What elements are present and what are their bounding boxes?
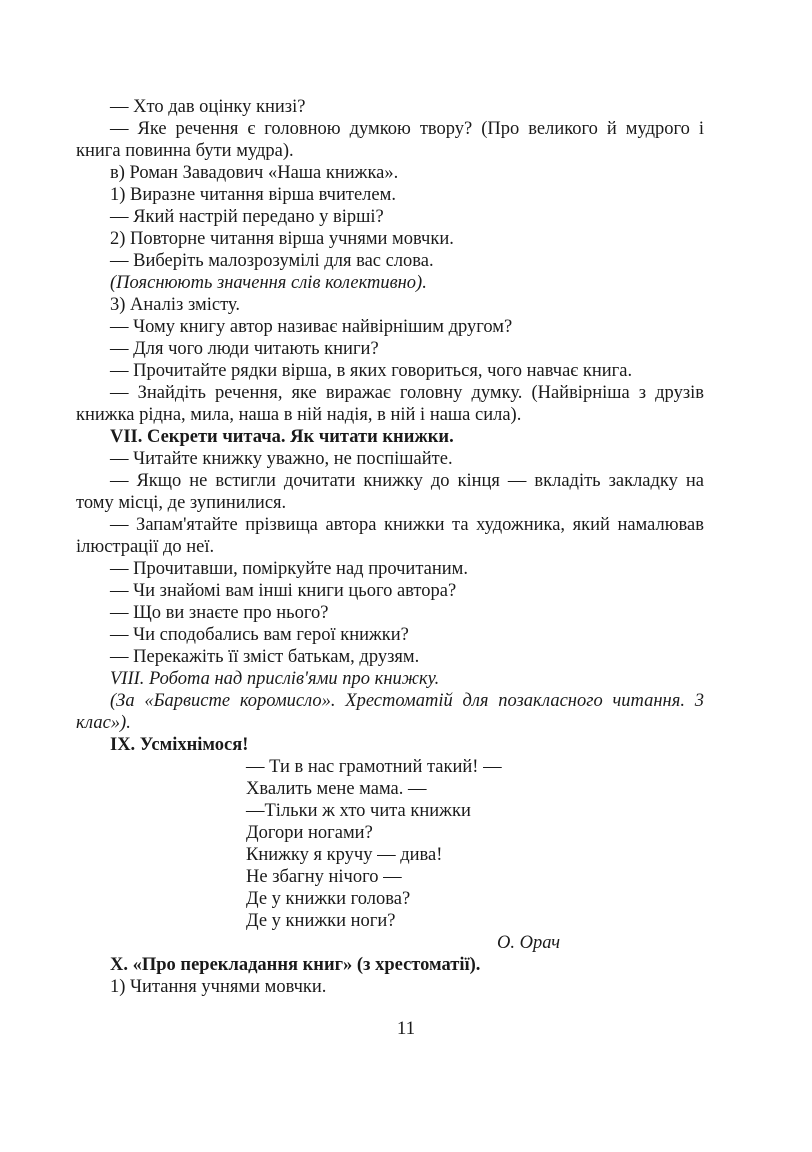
poem-line: Де у книжки голова? (246, 889, 411, 909)
poem-line: — Ти в нас грамотний такий! — (246, 757, 502, 777)
source-citation: (За «Барвисте коромисло». Хрестоматій для позакласного читання. 3 клас»). (76, 691, 704, 733)
text-line: — Який настрій передано у вірші? (110, 207, 384, 227)
text-line: — Прочитайте рядки вірша, в яких говориться, чого навчає книга. (110, 361, 633, 381)
text-line: — Чи сподобались вам герої книжки? (110, 625, 409, 645)
poem-line: Хвалить мене мама. — (246, 779, 427, 799)
section-heading-ix: IX. Усміхнімося! (110, 735, 249, 755)
text-paragraph: — Якщо не встигли дочитати книжку до кінця — вкладіть закладку на тому місці, де зупинилися. (76, 471, 704, 513)
text-line: 1) Читання учнями мовчки. (110, 977, 327, 997)
text-line: — Чому книгу автор називає найвірнішим другом? (110, 317, 513, 337)
text-paragraph: — Запам'ятайте прізвища автора книжки та художника, який намалював ілюстрації до неї. (76, 515, 704, 557)
text-line: — Читайте книжку уважно, не поспішайте. (110, 449, 453, 469)
section-heading-x: X. «Про перекладання книг» (з хрестоматії). (110, 955, 481, 975)
text-line: — Для чого люди читають книги? (110, 339, 379, 359)
section-heading-vii: VII. Секрети читача. Як читати книжки. (110, 427, 454, 447)
italic-note: (Пояснюють значення слів колективно). (110, 273, 427, 293)
poem-line: Книжку я кручу — дива! (246, 845, 443, 865)
text-line: — Виберіть малозрозумілі для вас слова. (110, 251, 434, 271)
poem-line: —Тільки ж хто чита книжки (246, 801, 471, 821)
text-line: 2) Повторне читання вірша учнями мовчки. (110, 229, 454, 249)
text-line: в) Роман Завадович «Наша книжка». (110, 163, 399, 183)
page-number: 11 (396, 1018, 416, 1039)
poem-line: Не збагну нічого — (246, 867, 402, 887)
poem-line: Догори ногами? (246, 823, 373, 843)
text-paragraph: — Знайдіть речення, яке виражає головну думку. (Найвірніша з друзів книжка рідна, мила, наша в ній надія, в ній і наша сила). (76, 383, 704, 425)
text-line: — Прочитавши, поміркуйте над прочитаним. (110, 559, 468, 579)
text-line: — Що ви знаєте про нього? (110, 603, 329, 623)
text-paragraph: — Яке речення є головною думкою твору? (Про великого й мудрого і книга повинна бути мудра). (76, 119, 704, 161)
text-line: — Перекажіть її зміст батькам, друзям. (110, 647, 420, 667)
poem-author: О. Орач (497, 933, 561, 953)
text-line: — Хто дав оцінку книзі? (110, 97, 306, 117)
text-line: 3) Аналіз змісту. (110, 295, 240, 315)
text-line: 1) Виразне читання вірша вчителем. (110, 185, 396, 205)
text-line: — Чи знайомі вам інші книги цього автора? (110, 581, 457, 601)
poem (246, 756, 704, 932)
page-body (76, 96, 704, 998)
poem-line: Де у книжки ноги? (246, 911, 396, 931)
section-heading-viii: VIII. Робота над прислів'ями про книжку. (110, 669, 440, 689)
